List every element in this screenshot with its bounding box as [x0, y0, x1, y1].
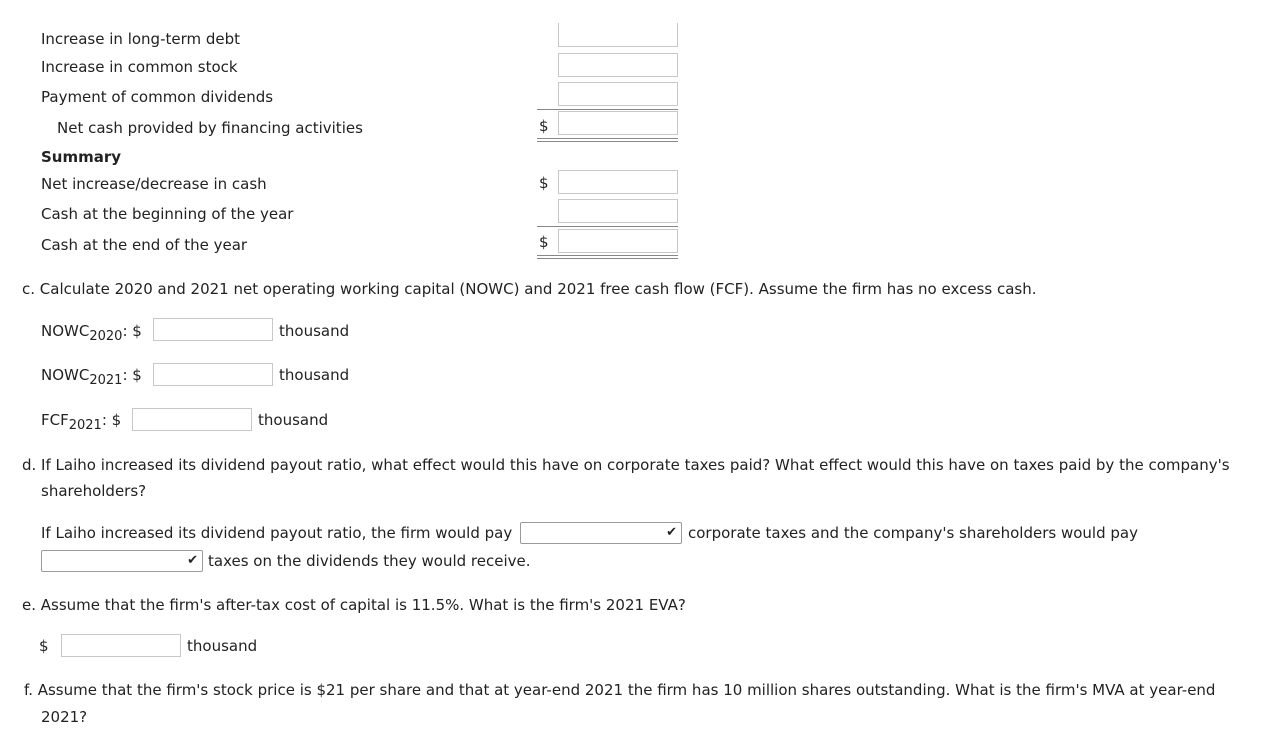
long-term-debt-input[interactable] — [558, 23, 678, 47]
unit-thousand: thousand — [279, 322, 350, 340]
net-change-label: Net increase/decrease in cash — [41, 175, 267, 193]
fcf-2021-input[interactable] — [132, 408, 252, 431]
net-change-input[interactable] — [558, 170, 678, 194]
dollar-sign: $ — [39, 637, 49, 655]
net-financing-input[interactable] — [558, 111, 678, 135]
subtotal-line — [537, 109, 678, 110]
question-d-line2: shareholders? — [41, 482, 147, 500]
shareholder-taxes-select[interactable] — [41, 550, 203, 572]
nowc-2021-input[interactable] — [153, 363, 273, 386]
nowc-2021-label: $NOWC_{2021}$: $ — [41, 366, 142, 388]
unit-thousand: thousand — [279, 366, 350, 384]
question-f-line2: 2021? — [41, 708, 88, 726]
unit-thousand: thousand — [187, 637, 258, 655]
question-c: c. Calculate 2020 and 2021 net operating working capital (NOWC) and 2021 free cash flow (FCF). Assume the firm has no excess cash. — [22, 280, 1037, 298]
nowc-2020-input[interactable] — [153, 318, 273, 341]
question-f-line1: f. Assume that the firm's stock price is $21 per share and that at year-end 2021 the firm has 10 million shares outstanding. What is the firm's MVA at year-end — [24, 681, 1216, 699]
eva-input[interactable] — [61, 634, 181, 657]
dollar-sign: $ — [539, 174, 549, 192]
row-label-common-dividends: Payment of common dividends — [41, 88, 274, 106]
summary-heading: Summary — [41, 148, 122, 166]
row-label-long-term-debt: Increase in long-term debt — [41, 30, 241, 48]
cash-end-label: Cash at the end of the year — [41, 236, 248, 254]
subtotal-line — [537, 226, 678, 227]
chevron-down-icon: ✔ — [187, 553, 198, 568]
cash-begin-input[interactable] — [558, 199, 678, 223]
fcf-2021-label: $FCF_{2021}$: $ — [41, 411, 122, 433]
dollar-sign: $ — [539, 117, 549, 135]
answer-d-sentence-start: If Laiho increased its dividend payout ratio, the firm would pay — [41, 524, 513, 542]
chevron-down-icon: ✔ — [666, 525, 677, 540]
row-label-common-stock: Increase in common stock — [41, 58, 238, 76]
answer-d-sentence-mid: corporate taxes and the company's shareholders would pay — [688, 524, 1138, 542]
question-d-line1: d. If Laiho increased its dividend payout ratio, what effect would this have on corporate taxes paid? What effect would this have on taxes paid by the company's — [22, 456, 1230, 474]
cash-end-input[interactable] — [558, 229, 678, 253]
answer-d-sentence-end: taxes on the dividends they would receive. — [208, 552, 531, 570]
common-dividends-input[interactable] — [558, 82, 678, 106]
unit-thousand: thousand — [258, 411, 329, 429]
common-stock-input[interactable] — [558, 53, 678, 77]
dollar-sign: $ — [539, 233, 549, 251]
total-double-line — [537, 138, 678, 142]
total-double-line — [537, 255, 678, 259]
question-e: e. Assume that the firm's after-tax cost of capital is 11.5%. What is the firm's 2021 EVA? — [22, 596, 686, 614]
cash-begin-label: Cash at the beginning of the year — [41, 205, 294, 223]
nowc-2020-label: $NOWC_{2020}$: $ — [41, 322, 142, 344]
net-financing-label: Net cash provided by financing activities — [57, 119, 363, 137]
corporate-taxes-select[interactable] — [520, 522, 682, 544]
